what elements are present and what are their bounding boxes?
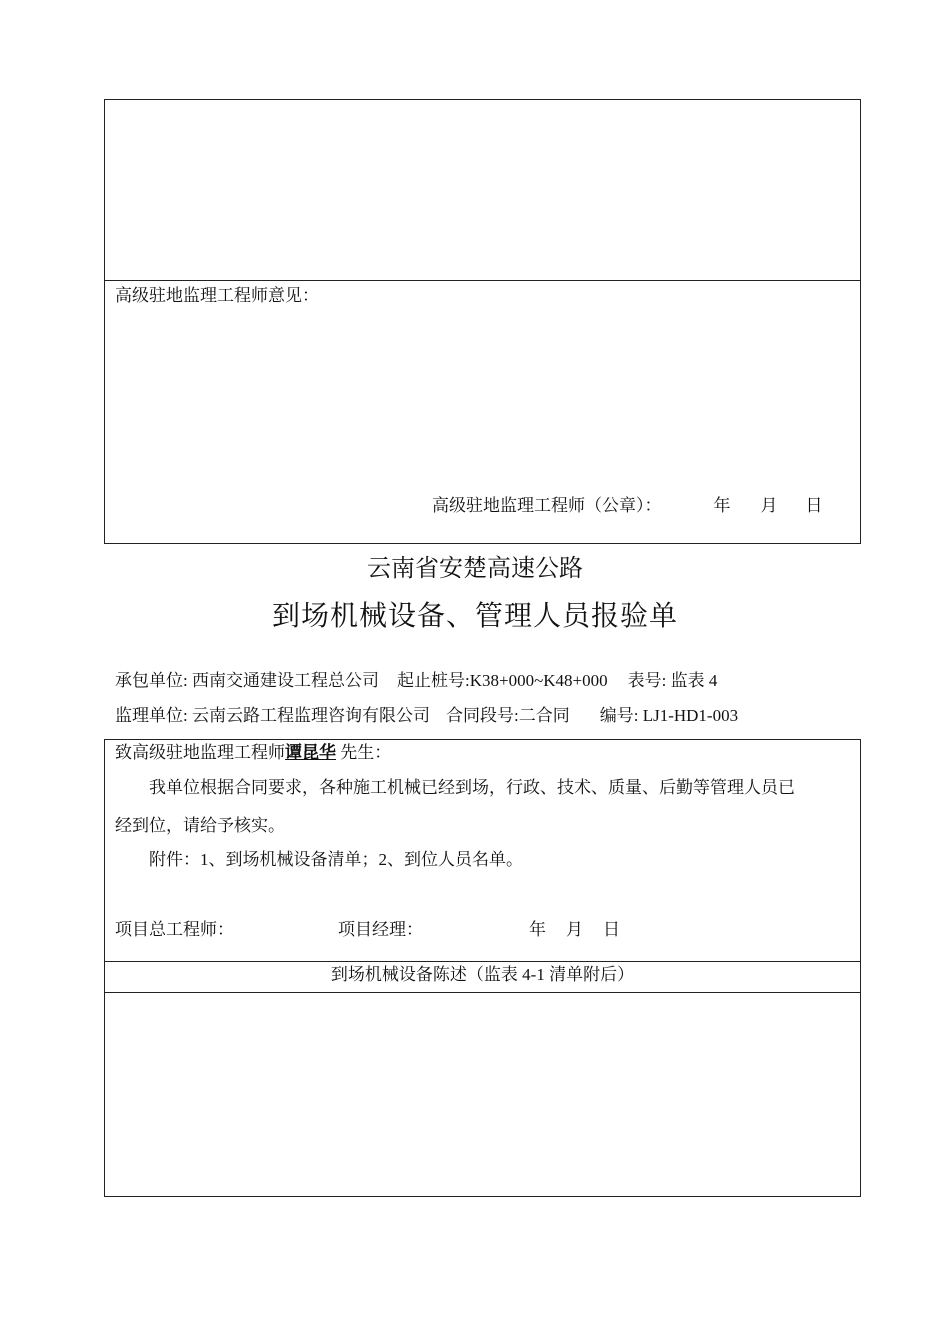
addressee-suffix: 先生： <box>340 743 392 762</box>
manager-label: 项目经理： <box>338 920 423 939</box>
form-no-value: 监表 4 <box>670 671 718 690</box>
contractor-label: 承包单位: <box>115 671 188 690</box>
top-form-divider <box>104 280 861 281</box>
letter-signature-row <box>115 919 620 941</box>
supervisor-value: 云南云路工程监理咨询有限公司 <box>191 706 430 725</box>
date-day: 日 <box>805 496 823 515</box>
contractor-value: 西南交通建设工程总公司 <box>191 671 379 690</box>
date-month: 月 <box>760 496 778 515</box>
signature-label: 高级驻地监理工程师（公章）： <box>432 496 662 515</box>
title-line-2: 到场机械设备、管理人员报验单 <box>271 601 678 632</box>
letter-year: 年 <box>529 920 546 939</box>
section-divider-bottom <box>104 992 861 993</box>
title-line-1: 云南省安楚高速公路 <box>367 556 583 582</box>
section-divider-top <box>104 961 861 962</box>
letter-day: 日 <box>603 920 620 939</box>
letter-body-line-1: 我单位根据合同要求，各种施工机械已经到场，行政、技术、质量、后勤等管理人员已 <box>149 778 795 797</box>
addressee-prefix: 致高级驻地监理工程师 <box>115 743 285 762</box>
date-year: 年 <box>713 496 731 515</box>
equipment-heading: 到场机械设备陈述（监表 4-1 清单附后） <box>330 965 635 984</box>
serial-label: 编号: <box>599 706 639 725</box>
info-line-1 <box>115 670 717 692</box>
letter-attachment: 附件：1、到场机械设备清单；2、到位人员名单。 <box>149 850 523 869</box>
chief-engineer-label: 项目总工程师： <box>115 920 234 939</box>
station-value: K38+000~K48+000 <box>469 671 608 690</box>
letter-addressee <box>115 742 391 764</box>
contract-label: 合同段号: <box>445 706 519 725</box>
supervisor-label: 监理单位: <box>115 706 188 725</box>
serial-value: LJ1-HD1-003 <box>642 706 739 725</box>
signature-line <box>432 495 823 517</box>
info-line-2 <box>115 705 738 727</box>
station-label: 起止桩号: <box>396 671 470 690</box>
top-form-box <box>104 99 861 544</box>
engineer-name: 谭昆华 <box>285 743 336 763</box>
opinion-label: 高级驻地监理工程师意见： <box>115 286 319 305</box>
contract-value: 二合同 <box>518 706 570 725</box>
letter-month: 月 <box>566 920 583 939</box>
letter-body-line-2: 经到位，请给予核实。 <box>115 816 285 835</box>
form-no-label: 表号: <box>627 671 667 690</box>
